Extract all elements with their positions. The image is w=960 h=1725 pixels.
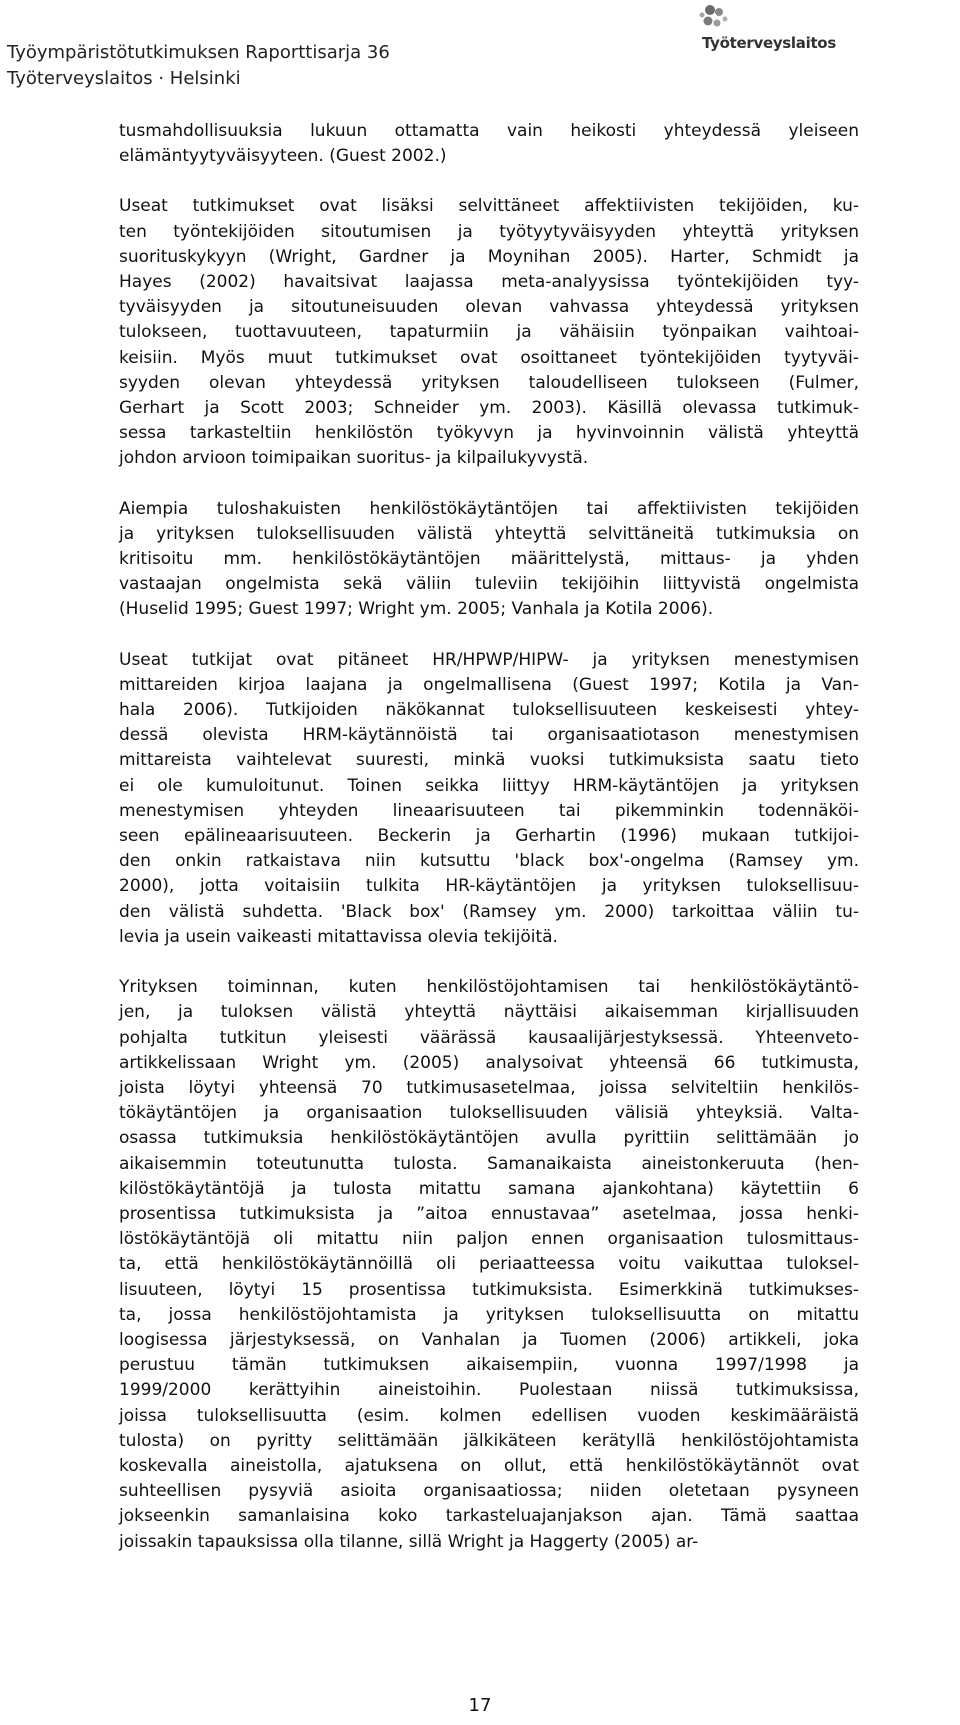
text-line: 2000), jotta voitaisiin tulkita HR-käytäntöjen ja yrityksen tuloksellisuu-	[119, 876, 859, 897]
text-line: suorituskykyyn (Wright, Gardner ja Moynihan 2005). Harter, Schmidt ja	[119, 246, 859, 267]
ttl-logo-icon	[696, 2, 856, 36]
text-line: tökäytäntöjen ja organisaation tuloksellisuuden välisiä yhteyksiä. Valta-	[119, 1103, 859, 1124]
text-line: vastaajan ongelmista sekä väliin tuleviin tekijöihin liittyvistä ongelmista	[119, 574, 859, 595]
text-line: mittareista vaihtelevat suuresti, minkä vuoksi tutkimuksista saatu tieto	[119, 750, 859, 771]
paragraph	[119, 194, 859, 471]
text-line: Hayes (2002) havaitsivat laajassa meta-analyysissa työntekijöiden tyy-	[119, 272, 859, 293]
text-line: suhteellisen pysyviä asioita organisaatiossa; niiden oletetaan pysyneen	[119, 1481, 859, 1502]
text-line: lisuuteen, löytyi 15 prosentissa tutkimuksista. Esimerkkinä tutkimukses-	[119, 1279, 859, 1300]
text-line: ta, että henkilöstökäytännöillä oli periaatteessa voitu vaikuttaa tuloksel-	[119, 1254, 859, 1275]
text-line: johdon arvioon toimipaikan suoritus- ja kilpailukyvystä.	[119, 448, 589, 469]
text-line: ten työntekijöiden sitoutumisen ja työtyytyväisyyden yhteyttä yrityksen	[119, 221, 859, 242]
paragraph	[119, 975, 859, 1555]
text-line: ei ole kumuloitunut. Toinen seikka liittyy HRM-käytäntöjen ja yrityksen	[119, 775, 859, 796]
text-line: syyden olevan yhteydessä yrityksen taloudelliseen tulokseen (Fulmer,	[119, 372, 859, 393]
text-line: ta, jossa henkilöstöjohtamista ja yrityksen tuloksellisuutta on mitattu	[119, 1304, 859, 1325]
paragraph	[119, 497, 859, 623]
text-line: (Huselid 1995; Guest 1997; Wright ym. 2005; Vanhala ja Kotila 2006).	[119, 599, 714, 620]
text-line: elämäntyytyväisyyteen. (Guest 2002.)	[119, 146, 447, 167]
text-line: Useat tutkijat ovat pitäneet HR/HPWP/HIPW- ja yrityksen menestymisen	[119, 649, 859, 670]
text-line: Aiempia tuloshakuisten henkilöstökäytäntöjen tai affektiivisten tekijöiden	[119, 498, 859, 519]
text-line: joissa tuloksellisuutta (esim. kolmen edellisen vuoden keskimääräistä	[119, 1405, 859, 1426]
text-line: keisiin. Myös muut tutkimukset ovat osoittaneet työntekijöiden tyytyväi-	[119, 347, 859, 368]
text-line: tyväisyyden ja sitoutuneisuuden olevan vahvassa yhteydessä yrityksen	[119, 297, 859, 318]
text-line: Useat tutkimukset ovat lisäksi selvittäneet affektiivisten tekijöiden, ku-	[119, 196, 859, 217]
text-line: levia ja usein vaikeasti mitattavissa olevia tekijöitä.	[119, 926, 558, 947]
paragraph	[119, 119, 859, 169]
text-line: Gerhart ja Scott 2003; Schneider ym. 2003). Käsillä olevassa tutkimuk-	[119, 398, 859, 419]
text-line: tulosta) on pyritty selittämään jälkikäteen kerätyllä henkilöstöjohtamista	[119, 1430, 859, 1451]
text-line: kritisoitu mm. henkilöstökäytäntöjen määrittelystä, mittaus- ja yhden	[119, 549, 859, 570]
text-line: perustuu tämän tutkimuksen aikaisempiin, vuonna 1997/1998 ja	[119, 1355, 859, 1376]
page-header	[7, 40, 390, 92]
text-line: loogisessa järjestyksessä, on Vanhalan ja Tuomen (2006) artikkeli, joka	[119, 1329, 859, 1350]
text-line: menestymisen yhteyden lineaarisuuteen tai pikemminkin todennäköi-	[119, 800, 859, 821]
text-line: aikaisemmin toteutunutta tulosta. Samanaikaista aineistonkeruuta (hen-	[119, 1153, 859, 1174]
text-line: mittareiden kirjoa laajana ja ongelmallisena (Guest 1997; Kotila ja Van-	[119, 674, 859, 695]
text-line: prosentissa tutkimuksista ja ”aitoa ennustavaa” asetelmaa, jossa henki-	[119, 1203, 859, 1224]
page-number: 17	[468, 1695, 492, 1716]
text-line: kilöstökäytäntöjä ja tulosta mitattu samana ajankohtana) käytettiin 6	[119, 1178, 859, 1199]
text-line: sessa tarkasteltiin henkilöstön työkyvyn ja hyvinvoinnin välistä yhteyttä	[119, 423, 859, 444]
text-line: tusmahdollisuuksia lukuun ottamatta vain heikosti yhteydessä yleiseen	[119, 121, 859, 141]
body-text	[119, 119, 859, 1580]
text-line: koskevalla aineistolla, ajatuksena on ollut, että henkilöstökäytännöt ovat	[119, 1455, 859, 1476]
text-line: joista löytyi yhteensä 70 tutkimusasetelmaa, joissa selviteltiin henkilös-	[119, 1077, 859, 1098]
text-line: joissakin tapauksissa olla tilanne, sillä Wright ja Haggerty (2005) ar-	[119, 1531, 699, 1552]
text-line: pohjalta tutkitun yleisesti väärässä kausaalijärjestyksessä. Yhteenveto-	[119, 1027, 859, 1048]
text-line: den onkin ratkaistava niin kutsuttu 'black box'-ongelma (Ramsey ym.	[119, 851, 859, 872]
text-line: ja yrityksen tuloksellisuuden välistä yhteyttä selvittäneitä tutkimuksia on	[119, 523, 859, 544]
text-line: artikkelissaan Wright ym. (2005) analysoivat yhteensä 66 tutkimusta,	[119, 1052, 859, 1073]
text-line: hala 2006). Tutkijoiden näkökannat tuloksellisuuteen keskeisesti yhtey-	[119, 700, 859, 721]
text-line: 1999/2000 kerättyihin aineistoihin. Puolestaan niissä tutkimuksissa,	[119, 1380, 859, 1401]
paragraph	[119, 648, 859, 950]
text-line: jokseenkin samanlaisina koko tarkasteluajanjakson ajan. Tämä saattaa	[119, 1506, 859, 1527]
text-line: seen epälineaarisuuteen. Beckerin ja Gerhartin (1996) mukaan tutkijoi-	[119, 826, 859, 847]
text-line: löstökäytäntöjä oli mitattu niin paljon ennen organisaation tulosmittaus-	[119, 1229, 859, 1250]
ttl-logo	[696, 2, 856, 62]
text-line: tulokseen, tuottavuuteen, tapaturmiin ja vähäisiin työnpaikan vaihtoai-	[119, 322, 859, 343]
text-line: dessä olevista HRM-käytännöistä tai organisaatiotason menestymisen	[119, 725, 859, 746]
text-line: osassa tutkimuksia henkilöstökäytäntöjen avulla pyrittiin selittämään jo	[119, 1128, 859, 1149]
text-line: Yrityksen toiminnan, kuten henkilöstöjohtamisen tai henkilöstökäytäntö-	[119, 977, 859, 998]
series-title: Työympäristötutkimuksen Raporttisarja 36	[7, 42, 390, 63]
text-line: jen, ja tuloksen välistä yhteyttä näyttäisi aikaisemman kirjallisuuden	[119, 1002, 859, 1023]
text-line: den välistä suhdetta. 'Black box' (Ramsey ym. 2000) tarkoittaa väliin tu-	[119, 901, 859, 922]
publisher-line: Työterveyslaitos · Helsinki	[7, 68, 241, 89]
logo-text: Työterveyslaitos	[702, 34, 836, 52]
